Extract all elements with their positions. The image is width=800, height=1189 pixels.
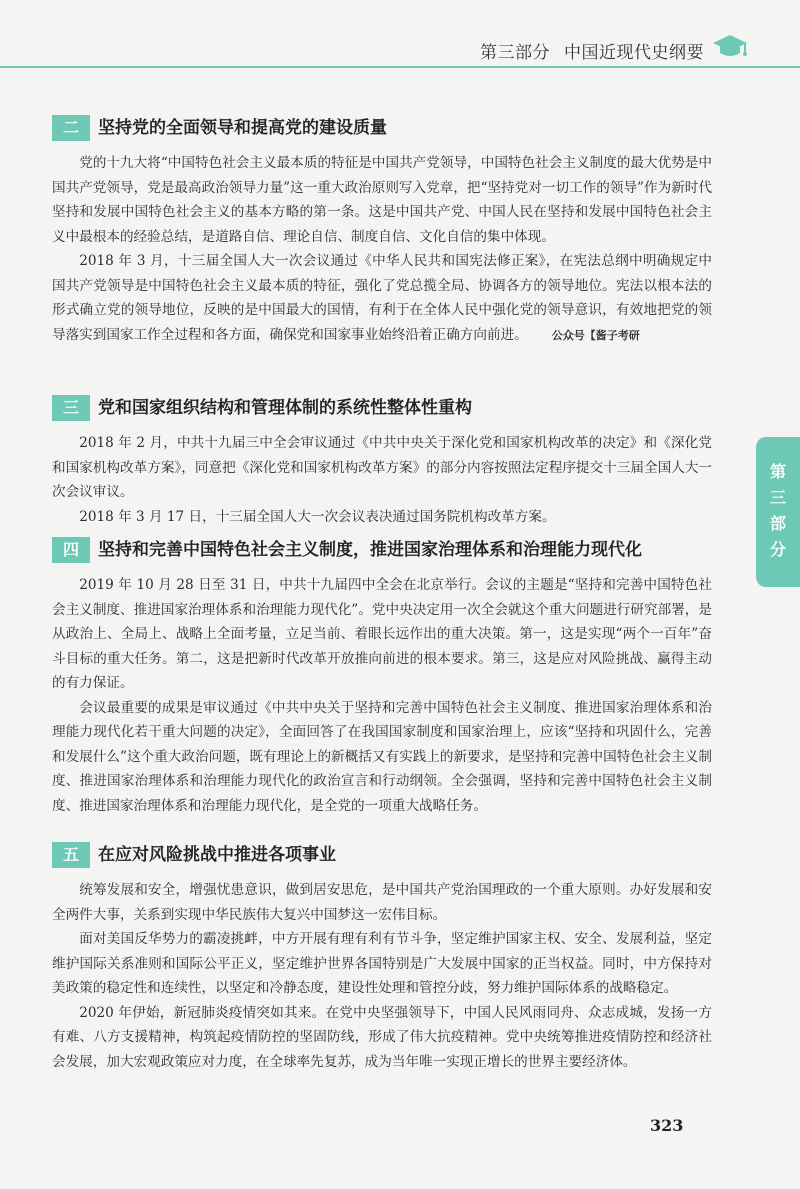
section-heading — [52, 391, 712, 425]
header-title — [480, 38, 704, 63]
side-tab-label: 第三部分 — [769, 462, 786, 559]
section-2 — [52, 111, 712, 348]
paragraph: 面对美国反华势力的霸凌挑衅，中方开展有理有利有节斗争，坚定维护国家主权、安全、发展利益，坚定维护国际关系准则和国际公平正义，坚定维护世界各国特别是广大发展中国家的正当权益。同时，中方保持对美政策的稳定性和连续性，以坚定和冷静态度，建设性处理和管控分歧，努力维护国际体系的战略稳定。 — [52, 931, 712, 996]
section-heading — [52, 533, 712, 567]
header-rule — [0, 66, 800, 68]
paragraph-text: 2018 年 3 月，十三届全国人大一次会议通过《中华人民共和国宪法修正案》，在宪法总纲中明确规定中国共产党领导是中国特色社会主义最本质的特征，强化了党总揽全局、协调各方的领导地位。宪法以根本法的形式确立党的领导地位，反映的是中国最大的国情，有利于在全体人民中强化党的领导意识，有效地把党的领导落实到国家工作全过程和各方面，确保党和国家事业始终沿着正确方向前进。 — [52, 253, 712, 343]
paragraph: 2018 年 3 月 17 日，十三届全国人大一次会议表决通过国务院机构改革方案。 — [79, 508, 556, 525]
page-header — [0, 0, 800, 70]
section-heading — [52, 838, 712, 872]
header-part-title: 中国近现代史纲要 — [564, 43, 704, 63]
page-number: 323 — [650, 1116, 684, 1135]
section-title: 坚持和完善中国特色社会主义制度，推进国家治理体系和治理能力现代化 — [98, 540, 642, 560]
section-3 — [52, 391, 712, 529]
section-number-badge: 四 — [52, 537, 90, 563]
paragraph: 2020 年伊始，新冠肺炎疫情突如其来。在党中央坚强领导下，中国人民风雨同舟、众志成城，发扬一方有难、八方支援精神，构筑起疫情防控的坚固防线，形成了伟大抗疫精神。党中央统筹推进疫情防控和经济社会发展，加大宏观政策应对力度，在全球率先复苏，成为当年唯一实现正增长的世界主要经济体。 — [52, 1004, 712, 1070]
side-tab[interactable] — [756, 437, 800, 587]
section-4 — [52, 533, 712, 818]
paragraph — [52, 249, 712, 348]
paragraph: 党的十九大将“中国特色社会主义最本质的特征是中国共产党领导，中国特色社会主义制度的最大优势是中国共产党领导，党是最高政治领导力量”这一重大政治原则写入党章，把“坚持党对一切工作的领导”作为新时代坚持和发展中国特色社会主义的基本方略的第一条。这是中国共产党、中国人民在坚持和发展中国特色社会主义中最根本的经验总结，是道路自信、理论自信、制度自信、文化自信的集中体现。 — [52, 155, 712, 245]
section-title: 党和国家组织结构和管理体制的系统性整体性重构 — [98, 398, 472, 418]
watermark-note: 公众号【酱子考研 — [551, 328, 640, 342]
section-number-badge: 三 — [52, 395, 90, 421]
paragraph: 会议最重要的成果是审议通过《中共中央关于坚持和完善中国特色社会主义制度、推进国家治理体系和治理能力现代化若干重大问题的决定》，全面回答了在我国国家制度和国家治理上，应该“坚持和巩固什么，完善和发展什么”这个重大政治问题，既有理论上的新概括又有实践上的新要求，是坚持和完善中国特色社会主义制度、推进国家治理体系和治理能力现代化的政治宣言和行动纲领。全会强调，坚持和完善中国特色社会主义制度、推进国家治理体系和治理能力现代化，是全党的一项重大战略任务。 — [52, 699, 712, 814]
paragraph: 2019 年 10 月 28 日至 31 日，中共十九届四中全会在北京举行。会议的主题是“坚持和完善中国特色社会主义制度、推进国家治理体系和治理能力现代化”。党中央决定用一次全会就这个重大问题进行研究部署，是从政治上、全局上、战略上全面考量，立足当前、着眼长远作出的重大决策。第一，这是实现“两个一百年”奋斗目标的重大任务。第二，这是把新时代改革开放推向前进的根本要求。第三，这是应对风险挑战、赢得主动的有力保证。 — [52, 577, 712, 691]
paragraph: 统筹发展和安全，增强忧患意识，做到居安思危，是中国共产党治国理政的一个重大原则。办好发展和安全两件大事，关系到实现中华民族伟大复兴中国梦这一宏伟目标。 — [52, 882, 712, 923]
header-part-label: 第三部分 — [480, 43, 550, 63]
section-title: 坚持党的全面领导和提高党的建设质量 — [98, 118, 387, 138]
section-5 — [52, 838, 712, 1074]
section-number-badge: 五 — [52, 842, 90, 868]
section-heading — [52, 111, 712, 145]
section-number-badge: 二 — [52, 115, 90, 141]
paragraph: 2018 年 2 月，中共十九届三中全会审议通过《中共中央关于深化党和国家机构改革的决定》和《深化党和国家机构改革方案》，同意把《深化党和国家机构改革方案》的部分内容按照法定程序提交十三届全国人大一次会议审议。 — [52, 435, 712, 500]
graduation-cap-icon — [712, 32, 748, 62]
section-title: 在应对风险挑战中推进各项事业 — [98, 845, 336, 865]
